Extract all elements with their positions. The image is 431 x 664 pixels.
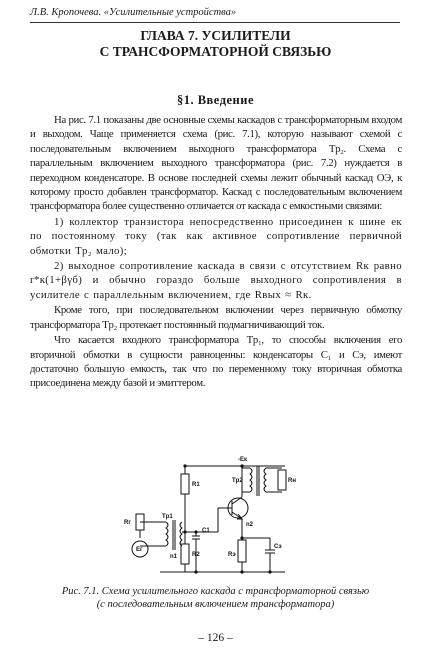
figure-caption-line-2: (с последовательным включением трансформатора) bbox=[96, 599, 335, 610]
label-re: Rэ bbox=[228, 552, 236, 558]
resistor-rn bbox=[278, 470, 286, 490]
transformer-tp2-secondary bbox=[264, 468, 266, 492]
label-c1: C1 bbox=[202, 528, 210, 534]
label-n1: n1 bbox=[170, 554, 178, 560]
section-title: §1. Введение bbox=[176, 93, 255, 107]
body-text bbox=[30, 113, 402, 391]
resistor-re bbox=[238, 540, 246, 562]
paragraph-intro: На рис. 7.1 показаны две основные схемы каскадов с трансформаторным входом и выходом. Чаще применяется схема (рис. 7.1), которую называют схемой с последовательным включением выходного трансформатора Tp₂. Схема с параллельным включением выходного трансформатора (рис. 7.2) нуждается в переходном конденсаторе. В основе последней схемы лежит обычный каскад ОЭ, к которому просто добавлен трансформатор. Каскад с последовательным включением трансформатора более существенно отличается от каскада с емкостными связями: bbox=[30, 114, 402, 213]
paragraph-item-1: 1) коллектор транзистора непосредственно присоединен к шине ек по постоянному току (так как активное сопротивление первичной обмотки Tp₂ мало); bbox=[30, 215, 402, 257]
label-rg: Rг bbox=[124, 520, 131, 526]
transformer-tp1-secondary bbox=[180, 522, 182, 546]
page-number: – 126 – bbox=[198, 632, 233, 644]
header-rule bbox=[30, 22, 400, 23]
paragraph-bias-current: Кроме того, при последовательном включении через первичную обмотку трансформатора Tp₂ протекает постоянный подмагничивающий ток. bbox=[30, 304, 402, 331]
paragraph-input-transformer: Что касается входного трансформатора Tp₁, то способы включения его вторичной обмотки в сущности равноценны: конденсаторы C₁ и Cэ, имеют достаточно большую емкость, так что по переменному току вторичная обмотка присоединена между базой и эмиттером. bbox=[30, 334, 402, 390]
label-ce: Cэ bbox=[274, 544, 282, 550]
transformer-tp1-primary bbox=[166, 522, 168, 546]
label-rn: Rн bbox=[288, 478, 296, 484]
resistor-r1 bbox=[181, 474, 189, 494]
label-eg: Eг bbox=[136, 547, 143, 553]
label-r2: R2 bbox=[192, 552, 200, 558]
label-r1: R1 bbox=[192, 482, 200, 488]
figure-caption-line-1: Рис. 7.1. Схема усилительного каскада с трансформаторной связью bbox=[61, 586, 370, 597]
resistor-r2 bbox=[181, 544, 189, 564]
transformer-tp2-primary bbox=[250, 468, 252, 492]
chapter-title-line-2: С ТРАНСФОРМАТОРНОЙ СВЯЗЬЮ bbox=[99, 44, 332, 59]
label-tp2: Tp2 bbox=[232, 478, 243, 484]
figure-caption bbox=[0, 585, 431, 611]
label-tp1: Tp1 bbox=[162, 514, 173, 520]
paragraph-item-2: 2) выходное сопротивление каскада в связи с отсутствием Rк равно r*к(1+βγб) и обычно гораздо больше выходного сопротивления в усилителе с параллельным включением, где Rвых ≈ Rк. bbox=[30, 260, 402, 301]
chapter-title-line-1: ГЛАВА 7. УСИЛИТЕЛИ bbox=[140, 28, 291, 43]
chapter-title bbox=[0, 28, 431, 60]
circuit-diagram bbox=[110, 452, 320, 582]
label-supply: -Eк bbox=[238, 457, 248, 463]
label-n2: n2 bbox=[246, 522, 254, 528]
running-header: Л.В. Кропочева. «Усилительные устройства» bbox=[30, 7, 237, 18]
